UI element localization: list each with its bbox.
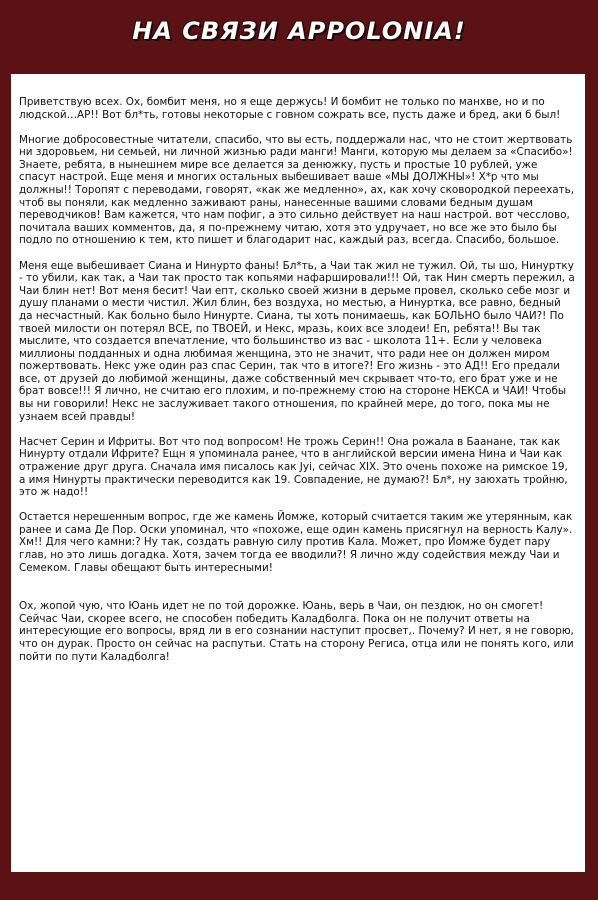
paragraph-yomzhe-stone: Остается нерешенным вопрос, где же камень Йомже, который считается таким же утерянным, как ранее и сама Де Пор. Оски упоминал, что «похоже, еще один камень присягнул на верность Калу». Хм!! Для чего камни:? Ну так, создать равную силу против Кала. Может, про Йомже будет пару глав, но это лишь догадка. Хотя, зачем тогда ее вводили?! Я лично жду содействия между Чаи и Семеком. Главы обещают быть интересными! (19, 511, 573, 574)
article-body (11, 74, 585, 872)
page-title: НА СВЯЗИ APPOLONIA! (132, 17, 466, 45)
paragraph-serin-ifrit: Насчет Серин и Ифриты. Вот что под вопросом! Не трожь Серин!! Она рожала в Баанане, так как Нинурту отдали Ифрите? Ещн я упоминала ранее, что в английской версии имена Нина и Чаи как отражение друг друга. Сначала имя писалось как Jyi, сейчас XIX. Это очень похоже на римское 19, а имя Нинурты практически переводится как 19. Совпадение, не думаю?! Бл*, ну заюхать тройню, это ж надо!! (19, 435, 568, 499)
paragraph-greeting: Приветствую всех. Ох, бомбит меня, но я еще держусь! И бомбит не только по манхве, но и по людской…АР!! Вот бл*ть, готовы некоторые с говном сожрать все, пусть даже и бред, аки б был! (19, 96, 561, 121)
header-banner (0, 0, 598, 62)
paragraph-readers: Многие добросовестные читатели, спасибо, что вы есть, поддержали нас, что не стоит жертвовать ни здоровьем, ни семьей, ни личной жизнью ради манги! Манги, которую мы делаем за «Спасибо»! Знаете, ребята, в нынешнем мире все делается за денюжку, пусть и простые 10 рублей, уже спасут настрой. Еще меня и многих остальных выбешивает ваше «МЫ ДОЛЖНЫ»! Х*р что мы должны!! Торопят с переводами, говорят, «как же медленно», ах, как хочу сковородкой переехать, чтоб вы поняли, как медленно заживают раны, нанесенные вашими словами бедным душам переводчиков! Вам кажется, что нам пофиг, а это сильно действует на наш настрой. вот чесслово, почитала ваших комментов, да, я по-прежнему читаю, хотя это удручает, но все же это было бы подло по отношению к тем, кто пишет и благодарит нас, каждый раз, всегда. Спасибо, большое. (19, 133, 575, 247)
paragraph-yuan-chai: Ох, жопой чую, что Юань идет не по той дорожке. Юань, верь в Чаи, он пездюк, но он смогет! Сейчас Чаи, скорее всего, не способен победить Каладболга. Пока он не получит ответы на интересующие его вопросы, вряд ли в его сознании наступит просвет,. Почему? И нет, я не говорю, что он дурак. Просто он сейчас на распутьи. Стать на сторону Региса, отца или не понять кого, или пойти по пути Каладболга! (19, 600, 574, 663)
paragraph-fans: Меня еще выбешивает Сиана и Нинурто фаны! Бл*ть, а Чаи так жил не тужил. Ой, ты шо, Нинуртку - то убили, как так, а Чаи так просто так копьями нафаршировали!!! Ой, так Нин смерть пережил, а Чаи блин нет! Вот меня бесит! Чаи епт, сколько своей жизни в дерьме провел, сколько себе мозг и душу планами о мести чистил. Жил блин, без воздуха, но местью, а Нинуртка, все равно, бедный да несчастный. Как больно было Нинурте. Сиана, ты хоть понимаешь, как БОЛЬНО было ЧАИ?! По твоей милости он потерял ВСЕ, по ТВОЕЙ, и Некс, мразь, коих все злодеи! Еп, ребята!! Вы так мыслите, что создается впечатление, что большинство из вас - школота 11+. Если у человека миллионы подданных и одна любимая женщина, это не значит, что ради нее он должен миром пожертвовать. Некс уже один раз спас Серин, так что в итоге?! Его жизнь - это АД!! Его предали все, от друзей до любимой женщины, даже собственный меч скрывает что-то, его брат уже и не брат вовсе!!! Я лично, не считаю его плохим, и по-прежнему стою на стороне НЕКСА и ЧАИ! Чтобы вы ни говорили! Некс не заслуживает такого отношения, по крайней мере, до того, пока мы не узнаем всей правды! (19, 259, 575, 423)
